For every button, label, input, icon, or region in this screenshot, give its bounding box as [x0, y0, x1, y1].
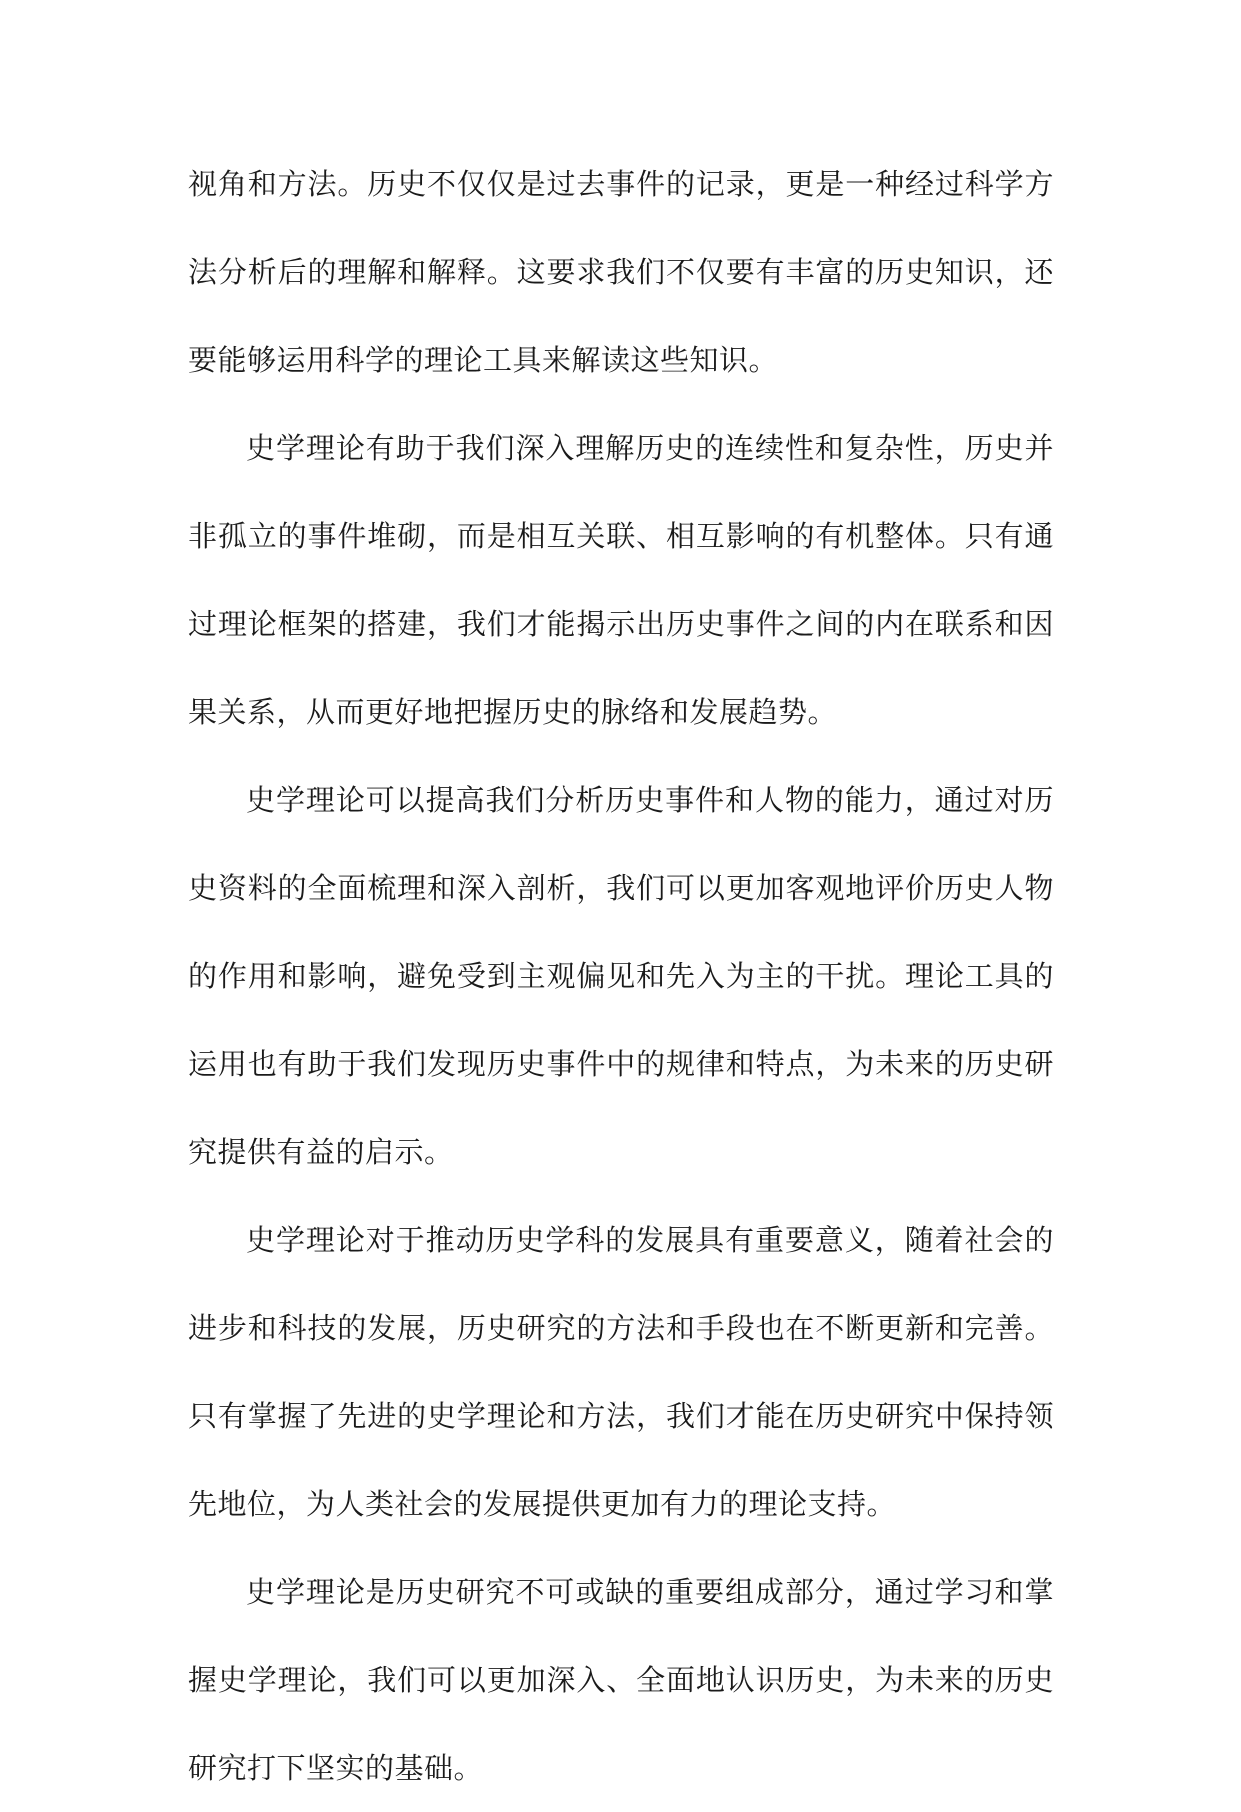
paragraph-1: 视角和方法。历史不仅仅是过去事件的记录，更是一种经过科学方法分析后的理解和解释。这要求我们不仅要有丰富的历史知识，还要能够运用科学的理论工具来解读这些知识。	[188, 167, 1054, 377]
paragraph-3: 史学理论可以提高我们分析历史事件和人物的能力，通过对历史资料的全面梳理和深入剖析，我们可以更加客观地评价历史人物的作用和影响，避免受到主观偏见和先入为主的干扰。理论工具的运用也有助于我们发现历史事件中的规律和特点，为未来的历史研究提供有益的启示。	[188, 783, 1054, 1169]
body-text	[188, 140, 1054, 1812]
paragraph-4: 史学理论对于推动历史学科的发展具有重要意义，随着社会的进步和科技的发展，历史研究的方法和手段也在不断更新和完善。只有掌握了先进的史学理论和方法，我们才能在历史研究中保持领先地位，为人类社会的发展提供更加有力的理论支持。	[188, 1223, 1054, 1521]
paragraph-2: 史学理论有助于我们深入理解历史的连续性和复杂性，历史并非孤立的事件堆砌，而是相互关联、相互影响的有机整体。只有通过理论框架的搭建，我们才能揭示出历史事件之间的内在联系和因果关系，从而更好地把握历史的脉络和发展趋势。	[188, 431, 1054, 729]
paragraph-5: 史学理论是历史研究不可或缺的重要组成部分，通过学习和掌握史学理论，我们可以更加深入、全面地认识历史，为未来的历史研究打下坚实的基础。	[188, 1575, 1054, 1785]
